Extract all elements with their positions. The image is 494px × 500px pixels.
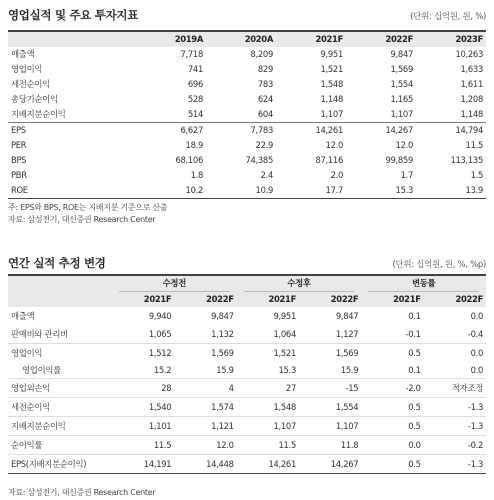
- table-cell: 1,107: [299, 417, 361, 436]
- table-cell: 1,064: [273, 328, 296, 339]
- table-cell: 0.5: [361, 398, 423, 417]
- table-cell: 74,385: [245, 155, 273, 165]
- table-cell: 7,718: [180, 49, 203, 59]
- table-cell: 1,127: [335, 328, 359, 339]
- row-label: 세전순이익: [8, 398, 112, 417]
- table-cell: 528: [187, 94, 203, 104]
- table-cell: 9,940: [148, 310, 172, 321]
- table-cell: 1,208: [460, 94, 483, 104]
- table-cell: 10,263: [455, 49, 483, 59]
- table1-note: 주: EPS와 BPS, ROE는 지배지분 기준으로 산출: [8, 203, 168, 212]
- table1-col-header: 2019A: [136, 31, 206, 47]
- table-cell: 0.0: [470, 364, 483, 375]
- table-cell: 9,951: [320, 49, 343, 59]
- table-row: [8, 47, 486, 62]
- table-row: [8, 436, 486, 455]
- table-cell: 696: [187, 79, 203, 89]
- table2-title: 연간 실적 추정 변경: [8, 256, 106, 270]
- table-cell: 15.3: [278, 364, 296, 375]
- row-label: 지배지분순이익: [11, 109, 66, 119]
- row-label: 영업이익률: [22, 364, 61, 375]
- table-cell: 14,448: [174, 455, 236, 474]
- table-cell: 1,148: [320, 94, 343, 104]
- table-cell: 0.5: [361, 455, 423, 474]
- table-row: [8, 344, 486, 363]
- table-cell: 11.5: [112, 436, 174, 455]
- table-cell: 1,540: [112, 398, 174, 417]
- table-cell: 1,569: [174, 344, 236, 363]
- table-cell: -0.4: [467, 328, 483, 339]
- table-cell: 113,135: [450, 155, 483, 165]
- table-row: [8, 77, 486, 92]
- table-cell: 7,783: [206, 123, 276, 139]
- row-label: 매출액: [11, 310, 35, 321]
- table-row: [8, 398, 486, 417]
- table-cell: 1,569: [299, 344, 361, 363]
- table-cell: 22.9: [255, 140, 273, 150]
- table-row: [8, 362, 486, 379]
- table-cell: 783: [257, 79, 273, 89]
- table-cell: 11.8: [299, 436, 361, 455]
- table1-header-row: [8, 31, 486, 47]
- row-label: 매출액: [11, 49, 35, 59]
- row-label: EPS: [8, 123, 136, 139]
- table-cell: -0.2: [424, 436, 486, 455]
- table1-col-header: 2021F: [276, 31, 346, 47]
- table-cell: -1.3: [424, 398, 486, 417]
- table-cell: 18.9: [185, 140, 203, 150]
- table-cell: 2.0: [330, 170, 343, 180]
- table-cell: 10.2: [136, 183, 206, 199]
- table1-body: [8, 47, 486, 199]
- row-label: 영업외손익: [8, 379, 112, 398]
- row-label: BPS: [11, 155, 27, 165]
- table-row: [8, 168, 486, 183]
- table-row: [8, 183, 486, 199]
- row-label: 영업이익: [11, 64, 43, 74]
- table-cell: 13.9: [416, 183, 486, 199]
- row-label: PER: [11, 140, 27, 150]
- table2-col-header: 2022F: [174, 292, 236, 307]
- table-cell: 12.0: [174, 436, 236, 455]
- table-cell: 14,267: [346, 123, 416, 139]
- table-cell: 1,107: [320, 109, 343, 119]
- table1-col-header: 2023F: [416, 31, 486, 47]
- table-cell: 1,165: [390, 94, 413, 104]
- table-cell: -15: [299, 379, 361, 398]
- table-cell: 1.5: [470, 170, 483, 180]
- table-cell: 15.9: [216, 364, 234, 375]
- table-cell: 604: [257, 109, 273, 119]
- table-cell: 15.3: [346, 183, 416, 199]
- table1-header-blank: [8, 31, 136, 47]
- table-cell: 1,548: [320, 79, 343, 89]
- row-label: 판매비와 관리비: [11, 328, 68, 339]
- table-cell: 12.0: [325, 140, 343, 150]
- table-cell: 14,267: [299, 455, 361, 474]
- table-cell: 0.0: [424, 344, 486, 363]
- estimate-change-table: [8, 274, 486, 474]
- table2-group-header: 변동률: [361, 275, 486, 292]
- table-cell: 0.5: [361, 417, 423, 436]
- table2-col-header: 2021F: [237, 292, 299, 307]
- table-cell: 11.5: [465, 140, 483, 150]
- table-row: [8, 62, 486, 77]
- row-label: ROE: [8, 183, 136, 199]
- table2-header-row: [8, 292, 486, 307]
- table-cell: 99,859: [385, 155, 413, 165]
- table-cell: 6,627: [136, 123, 206, 139]
- table-cell: 14,191: [112, 455, 174, 474]
- table-cell: 741: [187, 64, 203, 74]
- table-cell: 829: [257, 64, 273, 74]
- table-cell: 1,554: [390, 79, 413, 89]
- table1-unit: (단위: 십억원, 원, %): [410, 12, 486, 22]
- table-cell: 1,548: [237, 398, 299, 417]
- table-cell: 87,116: [315, 155, 343, 165]
- table-cell: 1.7: [400, 170, 413, 180]
- row-label: 세전순이익: [11, 79, 50, 89]
- table-row: [8, 417, 486, 436]
- table-cell: -1.3: [424, 455, 486, 474]
- table-row: [8, 138, 486, 153]
- table2-unit: (단위: 십억원, 원, %, %p): [392, 260, 486, 270]
- table-cell: 1,554: [299, 398, 361, 417]
- table2-col-header: 2022F: [299, 292, 361, 307]
- table-cell: 15.2: [153, 364, 172, 375]
- table-cell: 0.1: [408, 310, 421, 321]
- table2-col-header: 2021F: [112, 292, 174, 307]
- table-cell: 28: [112, 379, 174, 398]
- table1-col-header: 2022F: [346, 31, 416, 47]
- table-row: [8, 123, 486, 139]
- table-row: [8, 379, 486, 398]
- table1-source: 자료: 삼성전기, 대신증권 Research Center: [8, 215, 156, 224]
- table-cell: 15.9: [340, 364, 359, 375]
- table-cell: 1,101: [112, 417, 174, 436]
- table-cell: 1,148: [460, 109, 483, 119]
- table-row: [8, 455, 486, 474]
- table2-source: 자료: 삼성전기, 대신증권 Research Center: [8, 488, 156, 497]
- table-cell: -0.1: [405, 328, 421, 339]
- table-cell: 14,261: [237, 455, 299, 474]
- table-cell: 12.0: [395, 140, 413, 150]
- table-cell: 9,847: [335, 310, 359, 321]
- table-cell: 14,794: [416, 123, 486, 139]
- row-label: EPS(지배지분순이익): [8, 455, 112, 474]
- table-cell: 10.9: [206, 183, 276, 199]
- table-cell: 0.0: [470, 310, 483, 321]
- table-cell: 1,521: [320, 64, 343, 74]
- table-cell: 1,107: [390, 109, 413, 119]
- table2-header-blank: [8, 292, 112, 307]
- table-cell: 1,633: [460, 64, 483, 74]
- table1-title: 영업실적 및 주요 투자지표: [8, 8, 139, 22]
- financials-table: [8, 30, 486, 199]
- table-cell: 1,512: [112, 344, 174, 363]
- table-row: [8, 92, 486, 107]
- table-cell: 0.5: [361, 344, 423, 363]
- table-cell: 2.4: [260, 170, 273, 180]
- row-label: 영업이익: [8, 344, 112, 363]
- table-row: [8, 107, 486, 123]
- table-row: [8, 153, 486, 168]
- table-cell: 27: [237, 379, 299, 398]
- table-cell: 9,847: [390, 49, 413, 59]
- table-cell: 9,847: [211, 310, 234, 321]
- table-cell: 1,132: [211, 328, 234, 339]
- table-cell: 0.0: [361, 436, 423, 455]
- table-cell: 1,065: [148, 328, 172, 339]
- table-cell: 17.7: [276, 183, 346, 199]
- table-cell: 1,611: [460, 79, 483, 89]
- table-cell: -1.3: [424, 417, 486, 436]
- table-row: [8, 307, 486, 325]
- table2-group-header: 수정후: [237, 275, 362, 292]
- table-cell: 1,121: [174, 417, 236, 436]
- table-cell: -2.0: [361, 379, 423, 398]
- table-cell: 1,521: [237, 344, 299, 363]
- table-row: [8, 325, 486, 344]
- row-label: 순이익률: [8, 436, 112, 455]
- row-label: 총당기순이익: [11, 94, 58, 104]
- table-cell: 1.8: [190, 170, 203, 180]
- table2-header-blank: [8, 275, 112, 292]
- table1-col-header: 2020A: [206, 31, 276, 47]
- table2-body: [8, 307, 486, 474]
- row-label: 지배지분순이익: [8, 417, 112, 436]
- table2-col-header: 2022F: [424, 292, 486, 307]
- table2-col-header: 2021F: [361, 292, 423, 307]
- table-cell: 1,569: [390, 64, 413, 74]
- table2-group-header: 수정전: [112, 275, 237, 292]
- table-cell: 1,574: [174, 398, 236, 417]
- table-cell: 0.1: [408, 364, 421, 375]
- table-cell: 68,106: [175, 155, 203, 165]
- table-cell: 11.5: [237, 436, 299, 455]
- table-cell: 적자조정: [424, 379, 486, 398]
- row-label: PBR: [11, 170, 27, 180]
- table-cell: 9,951: [273, 310, 296, 321]
- table-cell: 8,209: [250, 49, 273, 59]
- table-cell: 624: [257, 94, 273, 104]
- table2-group-row: [8, 275, 486, 292]
- table-cell: 1,107: [237, 417, 299, 436]
- table-cell: 14,261: [276, 123, 346, 139]
- table-cell: 4: [174, 379, 236, 398]
- table-cell: 514: [187, 109, 203, 119]
